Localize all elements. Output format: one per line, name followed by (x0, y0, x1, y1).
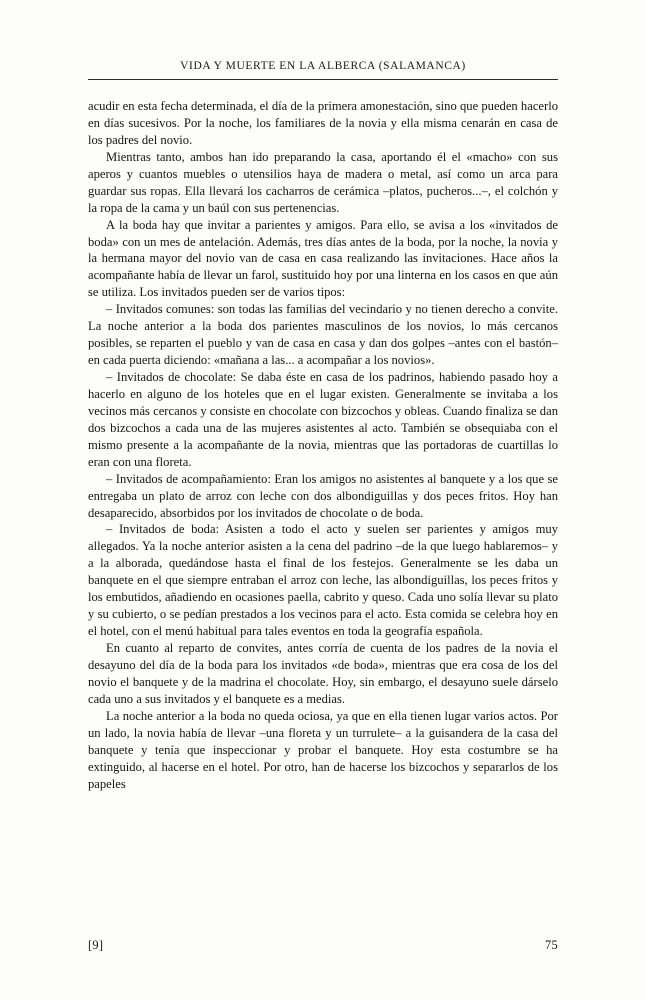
list-item: – Invitados de boda: Asisten a todo el acto y suelen ser parientes y amigos muy allegados. Ya la noche anterior asisten a la cena del padrino –de la que luego hablaremos– y a la alborada, quedándose hasta el final de los festejos. Generalmente se les daba un banquete en el que siempre entraban el arroz con leche, las albondiguillas, los peces fritos y los embutidos, añadiendo en ocasiones paella, cabrito y queso. Cada uno solía llevar su plato y su cubierto, o se pedían prestados a los vecinos para el acto. Esta comida se celebra hoy en el hotel, con el menú habitual para tales eventos en toda la geografía española. (88, 522, 558, 639)
paragraph: acudir en esta fecha determinada, el día de la primera amonestación, sino que pueden hacerlo en días sucesivos. Por la noche, los familiares de la novia y ella misma cenarán en casa de los padres del novio. (88, 99, 558, 147)
body-text (88, 98, 558, 792)
paragraph: En cuanto al reparto de convites, antes corría de cuenta de los padres de la novia el desayuno del día de la boda para los invitados «de boda», mientras que era cosa de los del novio el banquete y de la madrina el chocolate. Hoy, sin embargo, el desayuno suele dárselo cada uno a sus invitados y el banquete es a medias. (88, 641, 558, 706)
list-item: – Invitados de acompañamiento: Eran los amigos no asistentes al banquete y a los que se entregaba un plato de arroz con leche con dos albondiguillas y dos peces fritos. Hoy han desaparecido, absorbidos por los invitados de chocolate o de boda. (88, 471, 558, 520)
paragraph: La noche anterior a la boda no queda ociosa, ya que en ella tienen lugar varios actos. Por un lado, la novia había de llevar –una floreta y un turrulete– a la guisandera de la casa del banquete y tenía que inspeccionar y probar el banquete. Hoy esta costumbre se ha extinguido, al hacerse en el hotel. Por otro, han de hacerse los bizcochos y separarlos de los papeles (88, 708, 558, 791)
header-rule (88, 79, 558, 80)
page-content (88, 60, 558, 792)
page-number: 75 (545, 938, 558, 952)
page-footer (88, 938, 558, 953)
running-head: VIDA Y MUERTE EN LA ALBERCA (SALAMANCA) (180, 60, 466, 72)
paragraph: Mientras tanto, ambos han ido preparando la casa, aportando él el «macho» con sus aperos y cuantos muebles o utensilios haya de madera o metal, así como un arca para guardar sus ropas. Ella llevará los cacharros de cerámica –platos, pucheros...–, el colchón y la ropa de la cama y un baúl con sus pertenencias. (88, 149, 558, 215)
signature-mark: [9] (88, 938, 104, 952)
list-item: – Invitados comunes: son todas las familias del vecindario y no tienen derecho a convite. La noche anterior a la boda dos parientes masculinos de los novios, lo más cercanos posibles, se reparten el pueblo y van de casa en casa y dan dos golpes –antes con el bastón– en cada puerta diciendo: «mañana a las... a acompañar a los novios». (88, 302, 558, 368)
paragraph: A la boda hay que invitar a parientes y amigos. Para ello, se avisa a los «invitados de boda» con un mes de antelación. Además, tres días antes de la boda, por la noche, la novia y la hermana mayor del novio van de casa en casa realizando las invitaciones. Hace años la acompañante había de llevar un farol, sustituido hoy por una linterna en los casos en que aún se utiliza. Los invitados pueden ser de varios tipos: (88, 217, 558, 300)
list-item: – Invitados de chocolate: Se daba éste en casa de los padrinos, habiendo pasado hoy a hacerlo en alguno de los hoteles que en el lugar existen. Generalmente se invitaba a los vecinos más cercanos y consiste en chocolate con bizcochos y obleas. Cuando finaliza se dan dos bizcochos a cada una de las mujeres asistentes al acto. También se obsequiaba con el mismo presente a la acompañante de la novia, mientras que las portadoras de cuartillas lo eran con una floreta. (88, 370, 558, 469)
